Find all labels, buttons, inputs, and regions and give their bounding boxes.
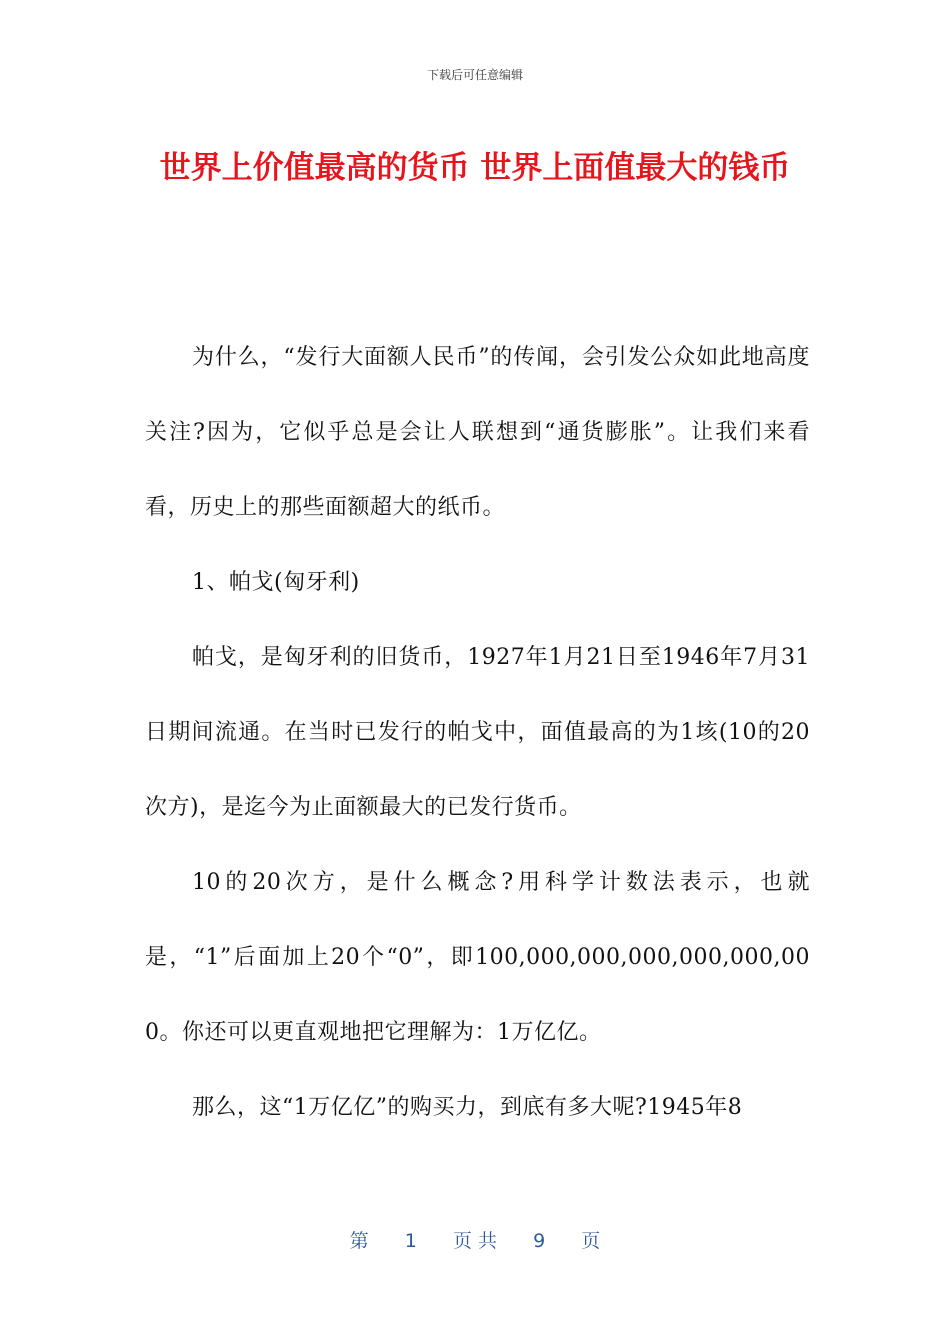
header-note: 下载后可任意编辑 (426, 68, 523, 82)
paragraph-pengo-history: 帕戈，是匈牙利的旧货币，1927年1月21日至1946年7月31日期间流通。在当时已发行的帕戈中，面值最高的为1垓(10的20次方)，是迄今为止面额最大的已发行货币。 (145, 645, 810, 820)
section-heading-pengo: 1、帕戈(匈牙利) (192, 570, 360, 595)
document-title: 世界上价值最高的货币 世界上面值最大的钱币 (159, 150, 791, 186)
footer-total-pages: 9 (533, 1230, 546, 1252)
footer-suffix: 页 (581, 1230, 601, 1252)
page-footer (0, 1226, 950, 1253)
paragraph-purchasing-power: 那么，这“1万亿亿”的购买力，到底有多大呢?1945年8 (192, 1095, 743, 1120)
footer-prefix: 第 (349, 1230, 369, 1252)
paragraph-intro: 为什么，“发行大面额人民币”的传闻，会引发公众如此地高度关注?因为，它似乎总是会让人联想到“通货膨胀”。让我们来看看，历史上的那些面额超大的纸币。 (145, 345, 810, 520)
document-body (145, 320, 810, 1145)
footer-current-page: 1 (404, 1230, 417, 1252)
paragraph-scientific-notation: 10的20次方，是什么概念?用科学计数法表示，也就是，“1”后面加上20个“0”，即100,000,000,000,000,000,000。你还可以更直观地把它理解为：1万亿亿。 (145, 870, 810, 1045)
footer-middle: 页 共 (452, 1230, 498, 1252)
